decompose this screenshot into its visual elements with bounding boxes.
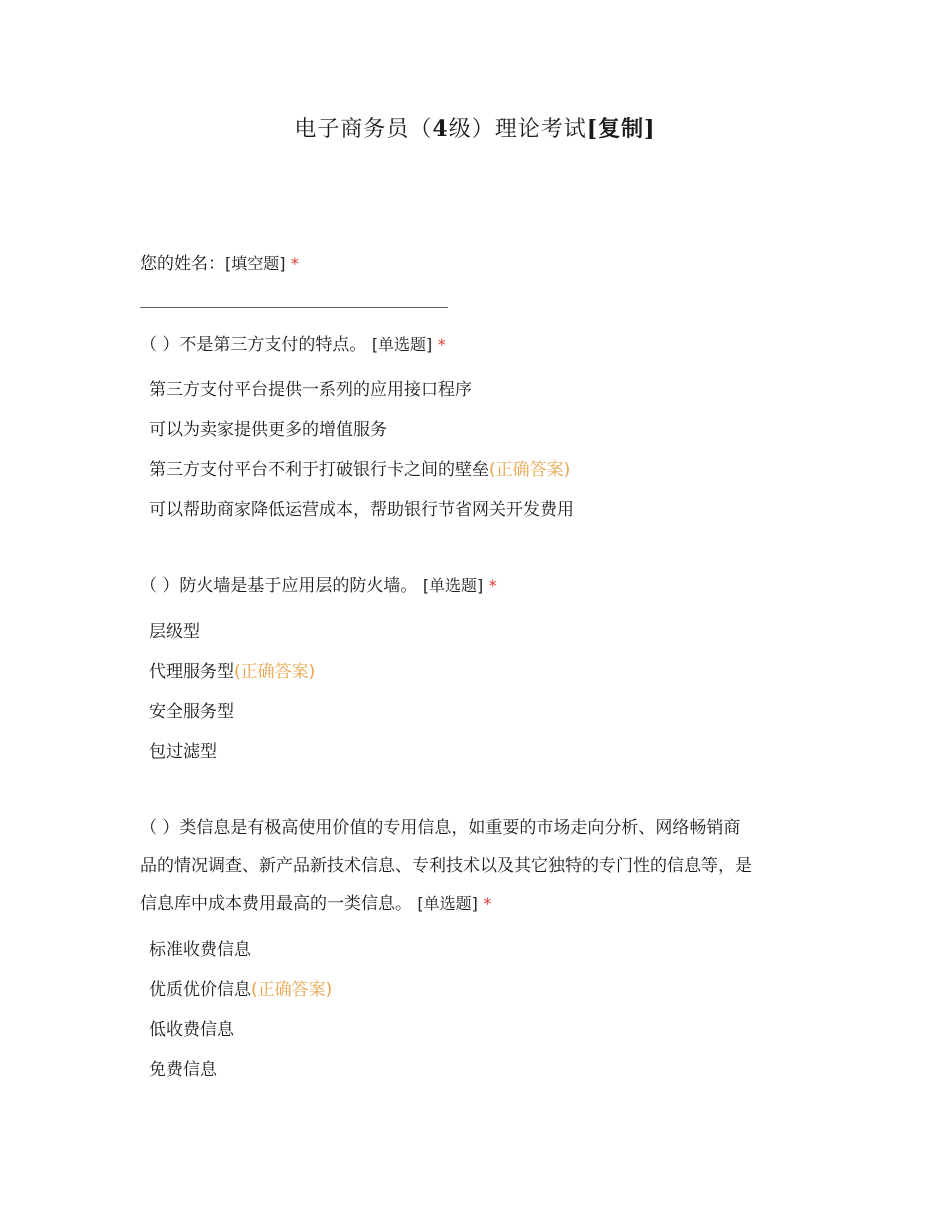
question-1-option-2[interactable] — [149, 419, 387, 441]
option-text: 可以帮助商家降低运营成本，帮助银行节省网关开发费用 — [149, 500, 574, 520]
title-level-number: 4 — [432, 116, 449, 142]
name-question-text: 您的姓名： — [140, 254, 225, 274]
required-star: * — [437, 335, 446, 354]
page-title — [0, 112, 950, 143]
question-3-text-line-3-body: 信息库中成本费用最高的一类信息。 — [140, 894, 412, 914]
option-text: 层级型 — [149, 622, 200, 642]
question-type-tag: [填空题] — [225, 254, 286, 273]
correct-answer-mark: (正确答案) — [234, 662, 316, 682]
question-3 — [140, 809, 820, 923]
question-2-text: （ ）防火墙是基于应用层的防火墙。 — [140, 576, 418, 596]
question-3-text-line-1: （ ）类信息是有极高使用价值的专用信息，如重要的市场走向分析、网络畅销商 — [140, 818, 741, 838]
question-3-option-2[interactable] — [149, 979, 332, 1001]
question-1-option-3[interactable] — [149, 459, 570, 481]
question-2-option-3[interactable] — [149, 701, 234, 723]
option-text: 代理服务型 — [149, 662, 234, 682]
question-type-tag: [单选题] — [422, 576, 484, 595]
option-text: 标准收费信息 — [149, 940, 251, 960]
question-type-tag: [单选题] — [417, 894, 478, 913]
question-3-text-line-2: 品的情况调查、新产品新技术信息、专利技术以及其它独特的专门性的信息等，是 — [140, 856, 752, 876]
correct-answer-mark: (正确答案) — [489, 460, 571, 480]
question-2-option-4[interactable] — [149, 741, 217, 763]
required-star: * — [488, 576, 497, 595]
correct-answer-mark: (正确答案) — [251, 980, 333, 1000]
question-1-option-1[interactable] — [149, 379, 472, 401]
title-copy-tag: [复制] — [586, 116, 656, 142]
question-type-tag: [单选题] — [371, 335, 433, 354]
question-2-option-2[interactable] — [149, 661, 315, 683]
name-question — [140, 245, 820, 283]
question-3-text-line-3 — [140, 885, 820, 923]
question-1-text: （ ）不是第三方支付的特点。 — [140, 335, 367, 355]
question-1 — [140, 326, 820, 364]
option-text: 可以为卖家提供更多的增值服务 — [149, 420, 387, 440]
question-3-option-3[interactable] — [149, 1019, 234, 1041]
required-star: * — [483, 894, 492, 913]
question-3-option-1[interactable] — [149, 939, 251, 961]
option-text: 第三方支付平台提供一系列的应用接口程序 — [149, 380, 472, 400]
option-text: 优质优价信息 — [149, 980, 251, 1000]
option-text: 包过滤型 — [149, 742, 217, 762]
option-text: 低收费信息 — [149, 1020, 234, 1040]
question-2 — [140, 567, 820, 605]
title-part-3: 级）理论考试 — [448, 117, 587, 142]
option-text: 免费信息 — [149, 1060, 217, 1080]
question-2-option-1[interactable] — [149, 621, 200, 643]
required-star: * — [290, 254, 299, 273]
title-part-1: 电子商务员（ — [294, 117, 433, 142]
question-3-option-4[interactable] — [149, 1059, 217, 1081]
option-text: 第三方支付平台不利于打破银行卡之间的壁垒 — [149, 460, 489, 480]
question-1-option-4[interactable] — [149, 499, 574, 521]
name-input-line[interactable] — [140, 307, 448, 308]
option-text: 安全服务型 — [149, 702, 234, 722]
